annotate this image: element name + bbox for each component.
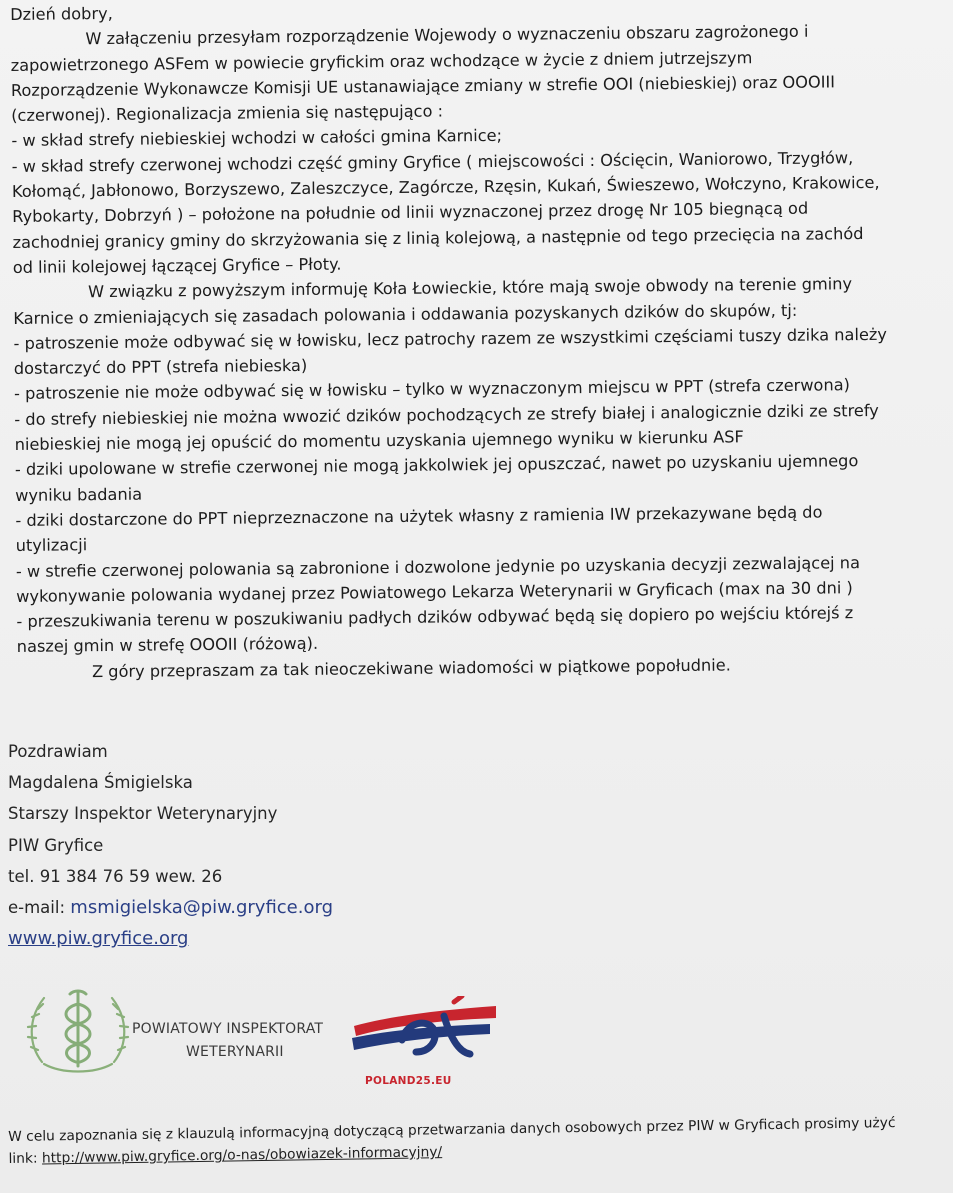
signature-block	[8, 736, 333, 954]
letter-line: wyniku badania	[15, 484, 143, 505]
signature-phone: tel. 91 384 76 59 wew. 26	[8, 866, 223, 886]
letter-line: - dziki dostarczone do PPT nieprzeznaczone na użytek własny z ramienia IW przekazywane będą do	[15, 502, 823, 530]
poland25-logo-label: POLAND25.EU	[365, 1075, 452, 1087]
privacy-footer	[8, 1111, 949, 1170]
letter-line: - dziki upolowane w strefie czerwonej nie mogą jakkolwiek jej opuszczać, nawet po uzyskaniu ujemnego	[14, 451, 859, 480]
greeting: Dzień dobry,	[10, 3, 113, 24]
signature-regards: Pozdrawiam	[8, 742, 108, 761]
letter-line: W związku z powyższym informuję Koła Łowieckie, które mają swoje obwody na terenie gminy	[87, 274, 853, 302]
signature-title: Starszy Inspektor Weterynaryjny	[8, 804, 278, 824]
letter-line: Rybokarty, Dobrzyń ) – położone na południe od linii wyznaczonej przez drogę Nr 105 biegnącą od	[12, 199, 809, 227]
footer-text: W celu zapoznania się z klauzulą informacyjną dotyczącą przetwarzania danych osobowych przez PIW w Gryficach prosimy użyć	[8, 1115, 896, 1145]
letter-line: naszej gmin w strefę OOOII (różową).	[16, 634, 319, 657]
signature-office: PIW Gryfice	[8, 835, 104, 855]
letter-line: - patroszenie może odbywać się w łowisku, lecz patrochy razem ze wszystkimi częściami tuszy dzika należy	[13, 324, 888, 353]
letter-line: - przeszukiwania terenu w poszukiwaniu padłych dzików odbywać będą się dopiero po wejściu którejś z	[16, 603, 854, 632]
letter-line: utylizacji	[15, 535, 88, 556]
letter-line: - w strefie czerwonej polowania są zabronione i dozwolone jedynie po uzyskania decyzji zezwalającej na	[15, 552, 861, 581]
email-link[interactable]: msmigielska@piw.gryfice.org	[70, 896, 333, 918]
poland25-flag-logo	[350, 996, 500, 1060]
letter-line: (czerwonej). Regionalizacja zmienia się następująco :	[11, 101, 444, 126]
email-label: e-mail:	[8, 897, 66, 917]
privacy-policy-link[interactable]: http://www.piw.gryfice.org/o-nas/obowiazek-informacyjny/	[41, 1144, 443, 1167]
piw-logo-line1: POWIATOWY INSPEKTORAT	[132, 1021, 324, 1037]
letter-line: Karnice o zmieniających się zasadach polowania i oddawania pozyskanych dzików do skupów, tj:	[13, 300, 798, 328]
letter-line: - w skład strefy niebieskiej wchodzi w całości gmina Karnice;	[11, 126, 503, 151]
piw-logo-line2: WETERYNARII	[186, 1044, 284, 1060]
footer-link-label: link:	[8, 1150, 38, 1167]
letter-line: niebieskiej nie mogą jej opuścić do momentu uzyskania ujemnego wyniku w kierunku ASF	[14, 427, 744, 455]
letter-body	[10, 0, 953, 685]
letter-line: Rozporządzenie Wykonawcze Komisji UE ustanawiające zmiany w strefie OOI (niebieskiej) oraz OOOIII	[10, 72, 836, 100]
letter-line: Kołomąć, Jabłonowo, Borzyszewo, Zaleszczyce, Zagórcze, Rzęsin, Kukań, Świeszewo, Wołczyno, Krakowice,	[11, 172, 880, 202]
signature-email-row	[8, 892, 333, 923]
piw-logo-text	[132, 1018, 323, 1064]
website-link[interactable]: www.piw.gryfice.org	[8, 928, 189, 950]
letter-line: - w skład strefy czerwonej wchodzi część gminy Gryfice ( miejscowości : Ościęcin, Waniorowo, Trzygłów,	[11, 147, 854, 176]
letter-line: zachodniej granicy gminy do skrzyżowania się z linią kolejową, a następnie od tego przecięcia na zachód	[12, 223, 864, 252]
letter-line: zapowietrzonego ASFem w powiecie gryfickim oraz wchodzące w życie z dniem jutrzejszym	[10, 47, 753, 75]
letter-line: - do strefy niebieskiej nie można wwozić dzików pochodzących ze strefy białej i analogicznie dziki ze strefy	[14, 400, 879, 429]
signature-name: Magdalena Śmigielska	[8, 773, 193, 793]
letter-line: od linii kolejowej łączącej Gryfice – Płoty.	[12, 254, 342, 277]
letter-line: wykonywanie polowania wydanej przez Powiatowego Lekarza Weterynarii w Gryficach (max na 30 dni )	[16, 578, 853, 606]
caduceus-wreath-icon	[18, 980, 138, 1080]
letter-closing-line: Z góry przepraszam za tak nieoczekiwane wiadomości w piątkowe popołudnie.	[91, 655, 731, 681]
letter-line: dostarczyć do PPT (strefa niebieska)	[13, 356, 308, 379]
letter-line: W załączeniu przesyłam rozporządzenie Wojewody o wyznaczeniu obszaru zagrożonego i	[85, 21, 809, 49]
letter-line: - patroszenie nie może odbywać się w łowisku – tylko w wyznaczonym miejscu w PPT (strefa czerwona)	[14, 375, 851, 404]
